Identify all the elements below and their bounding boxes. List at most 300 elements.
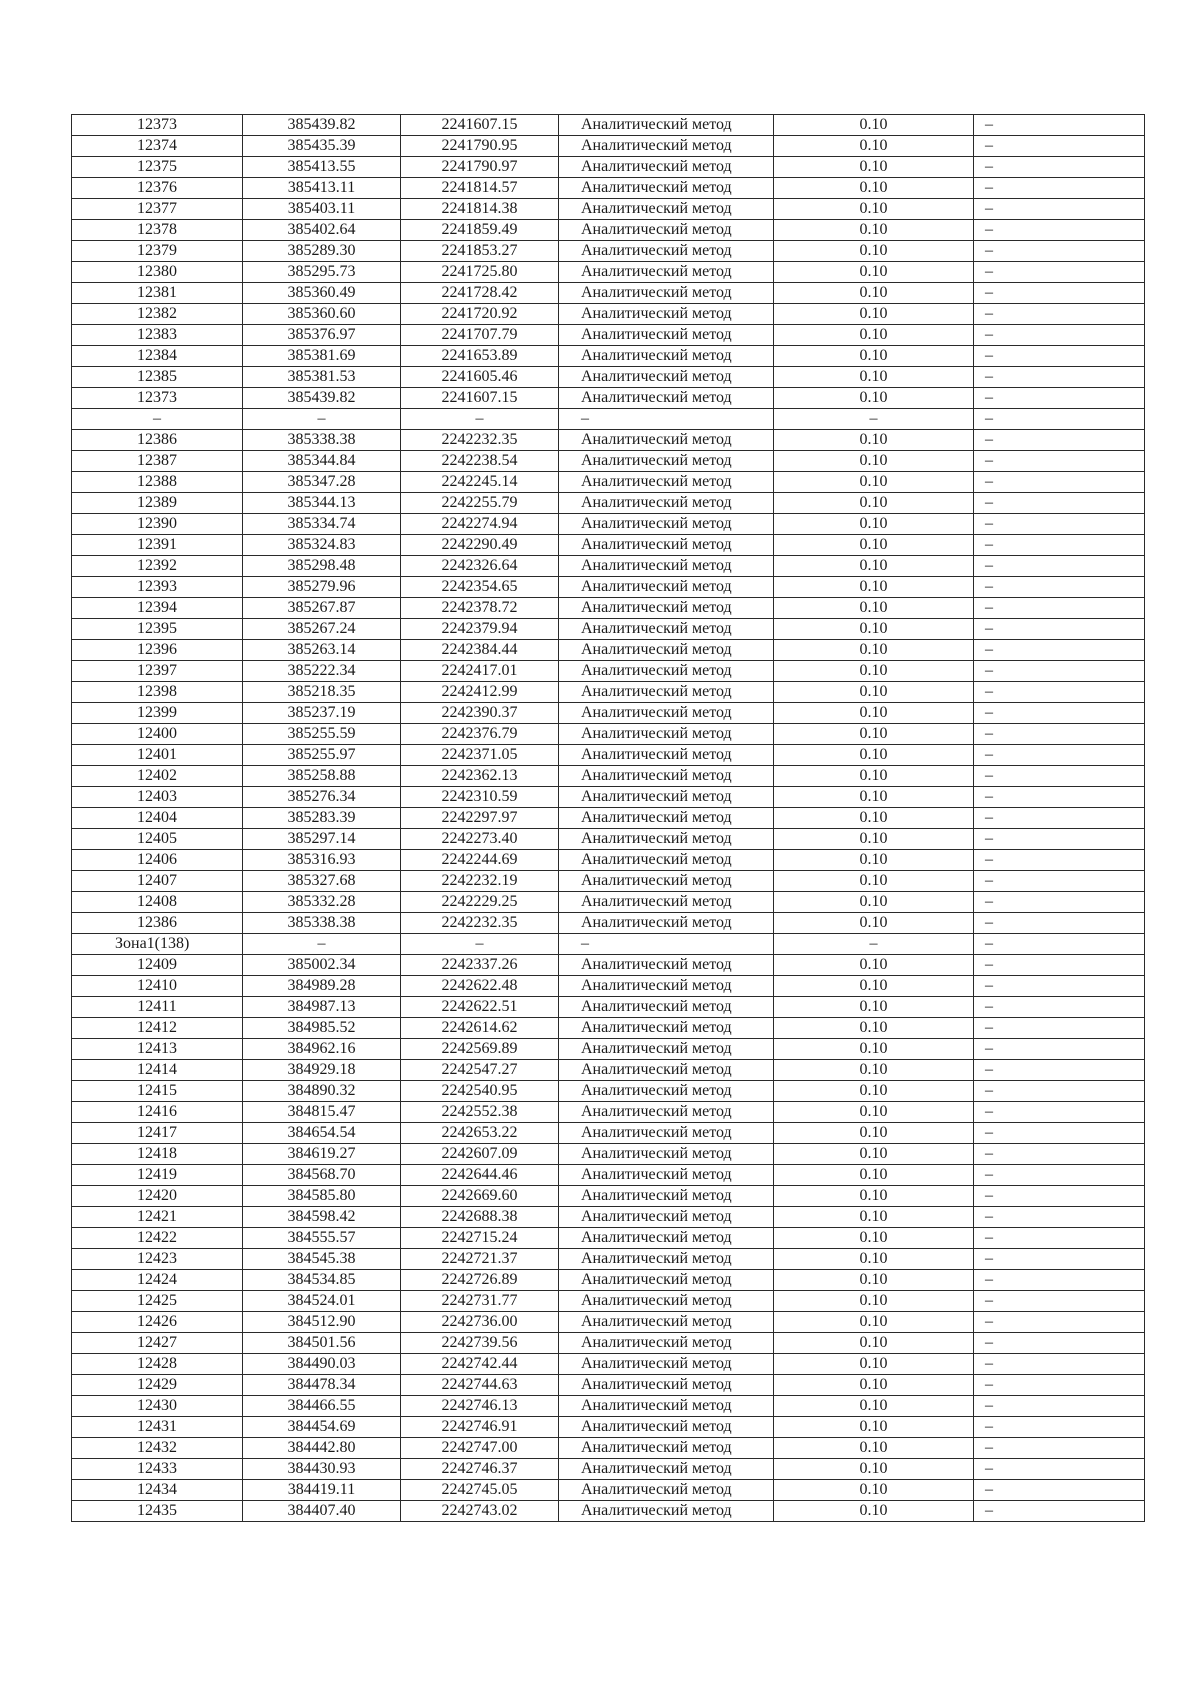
table-row (72, 136, 1145, 157)
x-coordinate-cell: 385327.68 (243, 871, 401, 892)
x-coordinate-cell: 385267.24 (243, 619, 401, 640)
accuracy-cell: 0.10 (774, 1249, 974, 1270)
note-cell: – (974, 283, 1145, 304)
x-coordinate-cell: 384501.56 (243, 1333, 401, 1354)
note-cell: – (974, 1207, 1145, 1228)
y-coordinate-cell: 2242731.77 (401, 1291, 559, 1312)
note-cell: – (974, 955, 1145, 976)
method-cell: Аналитический метод (559, 1501, 774, 1522)
method-cell: Аналитический метод (559, 1375, 774, 1396)
point-number-cell: 12384 (72, 346, 243, 367)
point-number-cell: 12427 (72, 1333, 243, 1354)
x-coordinate-cell: 385381.53 (243, 367, 401, 388)
note-cell: – (974, 976, 1145, 997)
point-number-cell: 12413 (72, 1039, 243, 1060)
note-cell: – (974, 304, 1145, 325)
point-number-cell: 12395 (72, 619, 243, 640)
y-coordinate-cell: 2242232.35 (401, 913, 559, 934)
method-cell: Аналитический метод (559, 220, 774, 241)
table-row (72, 1459, 1145, 1480)
accuracy-cell: 0.10 (774, 913, 974, 934)
note-cell: – (974, 892, 1145, 913)
y-coordinate-cell: 2242688.38 (401, 1207, 559, 1228)
accuracy-cell: 0.10 (774, 745, 974, 766)
y-coordinate-cell: 2242644.46 (401, 1165, 559, 1186)
accuracy-cell: 0.10 (774, 1396, 974, 1417)
note-cell: – (974, 1333, 1145, 1354)
note-cell: – (974, 535, 1145, 556)
accuracy-cell: 0.10 (774, 367, 974, 388)
note-cell: – (974, 388, 1145, 409)
note-cell: – (974, 136, 1145, 157)
point-number-cell: 12382 (72, 304, 243, 325)
method-cell: Аналитический метод (559, 430, 774, 451)
x-coordinate-cell: 385002.34 (243, 955, 401, 976)
point-number-cell: 12416 (72, 1102, 243, 1123)
y-coordinate-cell: 2242412.99 (401, 682, 559, 703)
point-number-cell: 12425 (72, 1291, 243, 1312)
method-cell: Аналитический метод (559, 241, 774, 262)
accuracy-cell: 0.10 (774, 388, 974, 409)
method-cell: Аналитический метод (559, 1417, 774, 1438)
y-coordinate-cell: 2242726.89 (401, 1270, 559, 1291)
x-coordinate-cell: 385344.84 (243, 451, 401, 472)
accuracy-cell: 0.10 (774, 787, 974, 808)
method-cell: Аналитический метод (559, 619, 774, 640)
point-number-cell: 12405 (72, 829, 243, 850)
table-row (72, 1102, 1145, 1123)
table-row (72, 598, 1145, 619)
note-cell: – (974, 178, 1145, 199)
table-row (72, 556, 1145, 577)
y-coordinate-cell: 2242378.72 (401, 598, 559, 619)
y-coordinate-cell: 2242744.63 (401, 1375, 559, 1396)
x-coordinate-cell: 385324.83 (243, 535, 401, 556)
table-row (72, 1333, 1145, 1354)
x-coordinate-cell: 384619.27 (243, 1144, 401, 1165)
method-cell: Аналитический метод (559, 577, 774, 598)
point-number-cell: 12374 (72, 136, 243, 157)
y-coordinate-cell: – (401, 409, 559, 430)
method-cell: Аналитический метод (559, 787, 774, 808)
x-coordinate-cell: 384568.70 (243, 1165, 401, 1186)
table-row (72, 745, 1145, 766)
method-cell: Аналитический метод (559, 850, 774, 871)
x-coordinate-cell: – (243, 409, 401, 430)
note-cell: – (974, 1060, 1145, 1081)
method-cell: Аналитический метод (559, 178, 774, 199)
accuracy-cell: 0.10 (774, 850, 974, 871)
y-coordinate-cell: 2241605.46 (401, 367, 559, 388)
note-cell: – (974, 451, 1145, 472)
x-coordinate-cell: 385439.82 (243, 115, 401, 136)
accuracy-cell: 0.10 (774, 493, 974, 514)
method-cell: Аналитический метод (559, 1039, 774, 1060)
note-cell: – (974, 115, 1145, 136)
accuracy-cell: 0.10 (774, 1438, 974, 1459)
x-coordinate-cell: 384454.69 (243, 1417, 401, 1438)
note-cell: – (974, 472, 1145, 493)
note-cell: – (974, 1354, 1145, 1375)
coordinates-table-body (72, 115, 1145, 1522)
x-coordinate-cell: 384430.93 (243, 1459, 401, 1480)
accuracy-cell: 0.10 (774, 661, 974, 682)
note-cell: – (974, 1291, 1145, 1312)
y-coordinate-cell: 2242715.24 (401, 1228, 559, 1249)
accuracy-cell: 0.10 (774, 598, 974, 619)
accuracy-cell: 0.10 (774, 556, 974, 577)
note-cell: – (974, 1144, 1145, 1165)
y-coordinate-cell: 2242746.13 (401, 1396, 559, 1417)
table-row (72, 1228, 1145, 1249)
accuracy-cell: 0.10 (774, 1081, 974, 1102)
method-cell: Аналитический метод (559, 1333, 774, 1354)
y-coordinate-cell: 2242371.05 (401, 745, 559, 766)
x-coordinate-cell: 385332.28 (243, 892, 401, 913)
method-cell: Аналитический метод (559, 304, 774, 325)
note-cell: – (974, 430, 1145, 451)
table-row (72, 1081, 1145, 1102)
x-coordinate-cell: 384985.52 (243, 1018, 401, 1039)
table-row (72, 913, 1145, 934)
y-coordinate-cell: 2242747.00 (401, 1438, 559, 1459)
x-coordinate-cell: 385267.87 (243, 598, 401, 619)
note-cell: – (974, 367, 1145, 388)
accuracy-cell: 0.10 (774, 703, 974, 724)
point-number-cell: 12388 (72, 472, 243, 493)
table-row (72, 451, 1145, 472)
note-cell: – (974, 1417, 1145, 1438)
x-coordinate-cell: 385255.97 (243, 745, 401, 766)
note-cell: – (974, 871, 1145, 892)
accuracy-cell: – (774, 409, 974, 430)
method-cell: Аналитический метод (559, 1459, 774, 1480)
table-row (72, 661, 1145, 682)
table-row (72, 1354, 1145, 1375)
x-coordinate-cell: 385237.19 (243, 703, 401, 724)
table-row (72, 1039, 1145, 1060)
table-row (72, 1207, 1145, 1228)
y-coordinate-cell: 2242721.37 (401, 1249, 559, 1270)
note-cell: – (974, 934, 1145, 955)
y-coordinate-cell: 2242274.94 (401, 514, 559, 535)
method-cell: Аналитический метод (559, 703, 774, 724)
table-row (72, 1144, 1145, 1165)
x-coordinate-cell: 385316.93 (243, 850, 401, 871)
x-coordinate-cell: 385413.11 (243, 178, 401, 199)
accuracy-cell: 0.10 (774, 178, 974, 199)
accuracy-cell: 0.10 (774, 955, 974, 976)
accuracy-cell: 0.10 (774, 262, 974, 283)
table-row (72, 493, 1145, 514)
accuracy-cell: 0.10 (774, 1102, 974, 1123)
table-row (72, 1375, 1145, 1396)
method-cell: Аналитический метод (559, 1354, 774, 1375)
table-row (72, 1186, 1145, 1207)
accuracy-cell: 0.10 (774, 451, 974, 472)
note-cell: – (974, 1249, 1145, 1270)
method-cell: Аналитический метод (559, 871, 774, 892)
point-number-cell: 12432 (72, 1438, 243, 1459)
note-cell: – (974, 241, 1145, 262)
zone-header-row (72, 934, 1145, 955)
x-coordinate-cell: – (243, 934, 401, 955)
point-number-cell: 12394 (72, 598, 243, 619)
method-cell: – (559, 409, 774, 430)
note-cell: – (974, 703, 1145, 724)
point-number-cell: 12398 (72, 682, 243, 703)
y-coordinate-cell: – (401, 934, 559, 955)
y-coordinate-cell: 2242362.13 (401, 766, 559, 787)
x-coordinate-cell: 384490.03 (243, 1354, 401, 1375)
x-coordinate-cell: 385403.11 (243, 199, 401, 220)
note-cell: – (974, 1375, 1145, 1396)
table-row (72, 1165, 1145, 1186)
x-coordinate-cell: 385298.48 (243, 556, 401, 577)
accuracy-cell: 0.10 (774, 1480, 974, 1501)
accuracy-cell: 0.10 (774, 325, 974, 346)
accuracy-cell: 0.10 (774, 1354, 974, 1375)
y-coordinate-cell: 2242622.48 (401, 976, 559, 997)
accuracy-cell: 0.10 (774, 640, 974, 661)
x-coordinate-cell: 384929.18 (243, 1060, 401, 1081)
point-number-cell: 12434 (72, 1480, 243, 1501)
x-coordinate-cell: 384890.32 (243, 1081, 401, 1102)
method-cell: Аналитический метод (559, 1018, 774, 1039)
point-number-cell: 12409 (72, 955, 243, 976)
note-cell: – (974, 1438, 1145, 1459)
table-row (72, 1480, 1145, 1501)
table-row (72, 682, 1145, 703)
x-coordinate-cell: 385381.69 (243, 346, 401, 367)
y-coordinate-cell: 2242376.79 (401, 724, 559, 745)
x-coordinate-cell: 384524.01 (243, 1291, 401, 1312)
y-coordinate-cell: 2242244.69 (401, 850, 559, 871)
method-cell: Аналитический метод (559, 1228, 774, 1249)
point-number-cell: 12429 (72, 1375, 243, 1396)
note-cell: – (974, 199, 1145, 220)
accuracy-cell: 0.10 (774, 808, 974, 829)
accuracy-cell: 0.10 (774, 682, 974, 703)
point-number-cell: 12385 (72, 367, 243, 388)
x-coordinate-cell: 385360.49 (243, 283, 401, 304)
note-cell: – (974, 850, 1145, 871)
accuracy-cell: 0.10 (774, 157, 974, 178)
point-number-cell: 12421 (72, 1207, 243, 1228)
point-number-cell: 12378 (72, 220, 243, 241)
accuracy-cell: 0.10 (774, 829, 974, 850)
x-coordinate-cell: 384478.34 (243, 1375, 401, 1396)
note-cell: – (974, 325, 1145, 346)
y-coordinate-cell: 2242736.00 (401, 1312, 559, 1333)
table-row (72, 199, 1145, 220)
accuracy-cell: 0.10 (774, 136, 974, 157)
note-cell: – (974, 1018, 1145, 1039)
table-row (72, 262, 1145, 283)
method-cell: Аналитический метод (559, 283, 774, 304)
accuracy-cell: 0.10 (774, 1312, 974, 1333)
point-number-cell: 12373 (72, 388, 243, 409)
y-coordinate-cell: 2241814.57 (401, 178, 559, 199)
point-number-cell: 12391 (72, 535, 243, 556)
point-number-cell: 12383 (72, 325, 243, 346)
x-coordinate-cell: 385402.64 (243, 220, 401, 241)
method-cell: Аналитический метод (559, 976, 774, 997)
method-cell: Аналитический метод (559, 346, 774, 367)
table-row (72, 1291, 1145, 1312)
method-cell: Аналитический метод (559, 472, 774, 493)
x-coordinate-cell: 385255.59 (243, 724, 401, 745)
note-cell: – (974, 1123, 1145, 1144)
table-row (72, 1312, 1145, 1333)
accuracy-cell: 0.10 (774, 1291, 974, 1312)
point-number-cell: 12419 (72, 1165, 243, 1186)
y-coordinate-cell: 2242540.95 (401, 1081, 559, 1102)
method-cell: Аналитический метод (559, 1081, 774, 1102)
point-number-cell: 12435 (72, 1501, 243, 1522)
point-number-cell: 12387 (72, 451, 243, 472)
y-coordinate-cell: 2242669.60 (401, 1186, 559, 1207)
accuracy-cell: 0.10 (774, 1165, 974, 1186)
accuracy-cell: 0.10 (774, 619, 974, 640)
table-row (72, 157, 1145, 178)
point-number-cell: 12428 (72, 1354, 243, 1375)
accuracy-cell: 0.10 (774, 472, 974, 493)
point-number-cell: 12399 (72, 703, 243, 724)
accuracy-cell: 0.10 (774, 892, 974, 913)
y-coordinate-cell: 2242297.97 (401, 808, 559, 829)
y-coordinate-cell: 2241790.95 (401, 136, 559, 157)
x-coordinate-cell: 384815.47 (243, 1102, 401, 1123)
accuracy-cell: 0.10 (774, 1459, 974, 1480)
method-cell: Аналитический метод (559, 892, 774, 913)
y-coordinate-cell: 2241859.49 (401, 220, 559, 241)
accuracy-cell: 0.10 (774, 115, 974, 136)
table-row (72, 1438, 1145, 1459)
y-coordinate-cell: 2242273.40 (401, 829, 559, 850)
y-coordinate-cell: 2242255.79 (401, 493, 559, 514)
note-cell: – (974, 766, 1145, 787)
accuracy-cell: – (774, 934, 974, 955)
point-number-cell: 12422 (72, 1228, 243, 1249)
point-number-cell: 12386 (72, 913, 243, 934)
note-cell: – (974, 1228, 1145, 1249)
accuracy-cell: 0.10 (774, 1018, 974, 1039)
coordinates-table (71, 114, 1145, 1522)
accuracy-cell: 0.10 (774, 1144, 974, 1165)
accuracy-cell: 0.10 (774, 220, 974, 241)
table-row (72, 472, 1145, 493)
table-row (72, 577, 1145, 598)
point-number-cell: 12414 (72, 1060, 243, 1081)
point-number-cell: 12415 (72, 1081, 243, 1102)
accuracy-cell: 0.10 (774, 535, 974, 556)
accuracy-cell: 0.10 (774, 1501, 974, 1522)
point-number-cell: 12403 (72, 787, 243, 808)
note-cell: – (974, 1081, 1145, 1102)
method-cell: Аналитический метод (559, 199, 774, 220)
table-row (72, 787, 1145, 808)
x-coordinate-cell: 385258.88 (243, 766, 401, 787)
y-coordinate-cell: 2242745.05 (401, 1480, 559, 1501)
method-cell: Аналитический метод (559, 1312, 774, 1333)
x-coordinate-cell: 384512.90 (243, 1312, 401, 1333)
table-row (72, 220, 1145, 241)
note-cell: – (974, 556, 1145, 577)
table-row (72, 808, 1145, 829)
table-row (72, 283, 1145, 304)
y-coordinate-cell: 2242622.51 (401, 997, 559, 1018)
note-cell: – (974, 409, 1145, 430)
y-coordinate-cell: 2242607.09 (401, 1144, 559, 1165)
note-cell: – (974, 346, 1145, 367)
method-cell: Аналитический метод (559, 1438, 774, 1459)
accuracy-cell: 0.10 (774, 724, 974, 745)
table-row (72, 178, 1145, 199)
y-coordinate-cell: 2242337.26 (401, 955, 559, 976)
y-coordinate-cell: 2241790.97 (401, 157, 559, 178)
point-number-cell: 12386 (72, 430, 243, 451)
method-cell: Аналитический метод (559, 598, 774, 619)
point-number-cell: 12389 (72, 493, 243, 514)
point-number-cell: 12418 (72, 1144, 243, 1165)
method-cell: Аналитический метод (559, 451, 774, 472)
x-coordinate-cell: 385435.39 (243, 136, 401, 157)
method-cell: Аналитический метод (559, 1165, 774, 1186)
y-coordinate-cell: 2242417.01 (401, 661, 559, 682)
table-row (72, 829, 1145, 850)
x-coordinate-cell: 385338.38 (243, 430, 401, 451)
method-cell: Аналитический метод (559, 556, 774, 577)
point-number-cell: 12397 (72, 661, 243, 682)
point-number-cell: 12375 (72, 157, 243, 178)
x-coordinate-cell: 384555.57 (243, 1228, 401, 1249)
x-coordinate-cell: 385295.73 (243, 262, 401, 283)
table-row (72, 325, 1145, 346)
table-row (72, 1270, 1145, 1291)
point-number-cell: – (72, 409, 243, 430)
table-row (72, 1018, 1145, 1039)
y-coordinate-cell: 2241607.15 (401, 388, 559, 409)
point-number-cell: 12396 (72, 640, 243, 661)
y-coordinate-cell: 2242229.25 (401, 892, 559, 913)
method-cell: Аналитический метод (559, 1060, 774, 1081)
accuracy-cell: 0.10 (774, 283, 974, 304)
method-cell: Аналитический метод (559, 1249, 774, 1270)
method-cell: Аналитический метод (559, 661, 774, 682)
y-coordinate-cell: 2242742.44 (401, 1354, 559, 1375)
note-cell: – (974, 745, 1145, 766)
x-coordinate-cell: 385376.97 (243, 325, 401, 346)
point-number-cell: 12412 (72, 1018, 243, 1039)
accuracy-cell: 0.10 (774, 766, 974, 787)
note-cell: – (974, 1102, 1145, 1123)
note-cell: – (974, 724, 1145, 745)
note-cell: – (974, 1501, 1145, 1522)
point-number-cell: 12390 (72, 514, 243, 535)
note-cell: – (974, 157, 1145, 178)
y-coordinate-cell: 2241853.27 (401, 241, 559, 262)
point-number-cell: 12380 (72, 262, 243, 283)
table-row (72, 1501, 1145, 1522)
y-coordinate-cell: 2242743.02 (401, 1501, 559, 1522)
accuracy-cell: 0.10 (774, 1417, 974, 1438)
y-coordinate-cell: 2242614.62 (401, 1018, 559, 1039)
table-row (72, 1060, 1145, 1081)
x-coordinate-cell: 384987.13 (243, 997, 401, 1018)
x-coordinate-cell: 385289.30 (243, 241, 401, 262)
method-cell: Аналитический метод (559, 325, 774, 346)
